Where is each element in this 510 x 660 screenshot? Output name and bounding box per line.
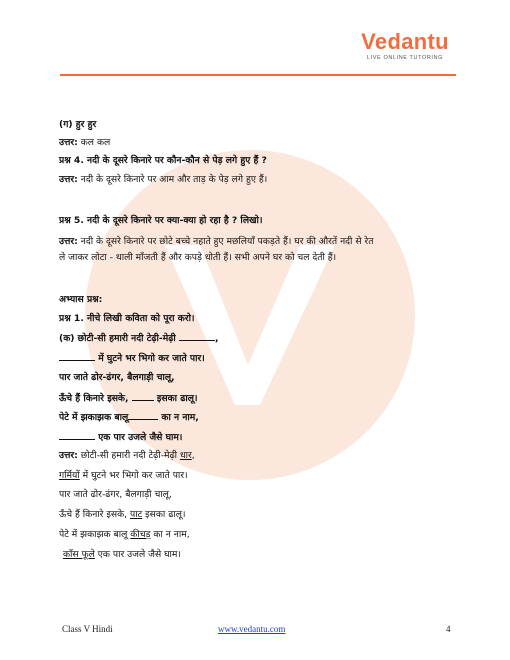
blank-field <box>132 391 154 401</box>
question-4: प्रश्न 4. नदी के दूसरे किनारे पर कौन-कौन से पेड़ लगे हुए हैं ? <box>59 155 267 166</box>
answer-text: छोटी-सी हमारी नदी टेढ़ी-मेढ़ी <box>77 450 180 461</box>
answer-4 <box>59 173 267 187</box>
blank-field <box>179 331 215 341</box>
answer-label: उत्तर: <box>59 137 78 148</box>
poem-line-1 <box>59 331 218 346</box>
filled-answer: गर्मियों <box>59 470 80 481</box>
filled-answer: कीचड़ <box>130 529 151 540</box>
answer-text: का न नाम, <box>150 529 190 540</box>
answer-text: इसका ढालू। <box>142 509 186 520</box>
answer-text: पेटे में झकाझक बालू <box>59 529 131 540</box>
poem-text: एक पार उजले जैसे घाम। <box>95 432 183 443</box>
poem-text: (क) छोटी-सी हमारी नदी टेढ़ी-मेढ़ी <box>59 333 176 344</box>
poem-answer-3: पार जाते ढोर-ढंगर, बैलगाड़ी चालू, <box>59 489 172 500</box>
vedantu-logo <box>340 30 470 61</box>
blank-field <box>59 430 95 440</box>
option-g: (ग) हुर हुर <box>59 119 97 130</box>
filled-answer: पाट <box>129 509 143 520</box>
header-divider <box>60 74 456 76</box>
answer-text: कल कल <box>77 137 111 148</box>
poem-text: पेटे में झकाझक बालू <box>59 412 129 423</box>
poem-line-5 <box>59 410 199 425</box>
filled-answer: धार <box>179 450 192 461</box>
poem-line-3: पार जाते ढोर-ढंगर, बैलगाड़ी चालू, <box>59 372 175 383</box>
exercise-question-1: प्रश्न 1. नीचे लिखी कविता को पूरा करो। <box>59 313 195 324</box>
answer-5 <box>59 235 373 249</box>
poem-answer-2 <box>59 469 188 483</box>
answer-label: उत्तर: <box>59 174 78 185</box>
footer-class-label: Class V Hindi <box>62 624 113 634</box>
answer-label: उत्तर: <box>59 450 78 461</box>
poem-text: , <box>214 333 219 344</box>
exercise-heading: अभ्यास प्रश्न: <box>59 294 103 305</box>
answer-label: उत्तर: <box>59 236 78 247</box>
poem-line-4 <box>59 391 198 406</box>
answer-text: नदी के दूसरे किनारे पर आम और ताड़ के पेड़ लगे हुए हैं। <box>77 174 268 185</box>
answer-text: , <box>191 450 195 461</box>
filled-answer: काँस फूले <box>63 549 95 560</box>
answer-text: एक पार उजले जैसे घाम। <box>94 549 181 560</box>
poem-answer-1 <box>59 449 195 463</box>
footer-page-number: 4 <box>446 624 451 634</box>
answer-5-continued: ले जाकर लोटा - थाली माँजती हैं और कपड़े धोती हैं। सभी अपने घर को चल देती हैं। <box>59 252 337 263</box>
poem-answer-5 <box>59 528 190 542</box>
poem-answer-6 <box>63 548 181 562</box>
poem-text: का न नाम, <box>158 412 199 423</box>
footer-website-link[interactable]: www.vedantu.com <box>218 624 286 634</box>
poem-answer-4 <box>59 508 185 522</box>
poem-line-6 <box>59 430 182 445</box>
poem-line-2 <box>59 351 205 366</box>
answer-text: नदी के दूसरे किनारे पर छोटे बच्चे नहाते हुए मछलियाँ पकड़ते हैं। घर की औरतें नदी से रेत <box>77 236 374 247</box>
poem-text: में घुटने भर भिगो कर जाते पार। <box>95 353 205 364</box>
answer-text: में घुटने भर भिगो कर जाते पार। <box>79 470 188 481</box>
blank-field <box>59 351 95 361</box>
blank-field <box>128 410 158 420</box>
logo-tagline: LIVE ONLINE TUTORING <box>367 55 443 61</box>
poem-text: इसका ढालू। <box>153 393 198 404</box>
answer-text: ऊँचे हैं किनारे इसके, <box>59 509 130 520</box>
question-5: प्रश्न 5. नदी के दूसरे किनारे पर क्या-क्या हो रहा है ? लिखो। <box>59 215 263 226</box>
answer-line <box>59 136 110 150</box>
logo-text: Vedantu <box>361 29 449 54</box>
poem-text: ऊँचे हैं किनारे इसके, <box>59 393 129 404</box>
